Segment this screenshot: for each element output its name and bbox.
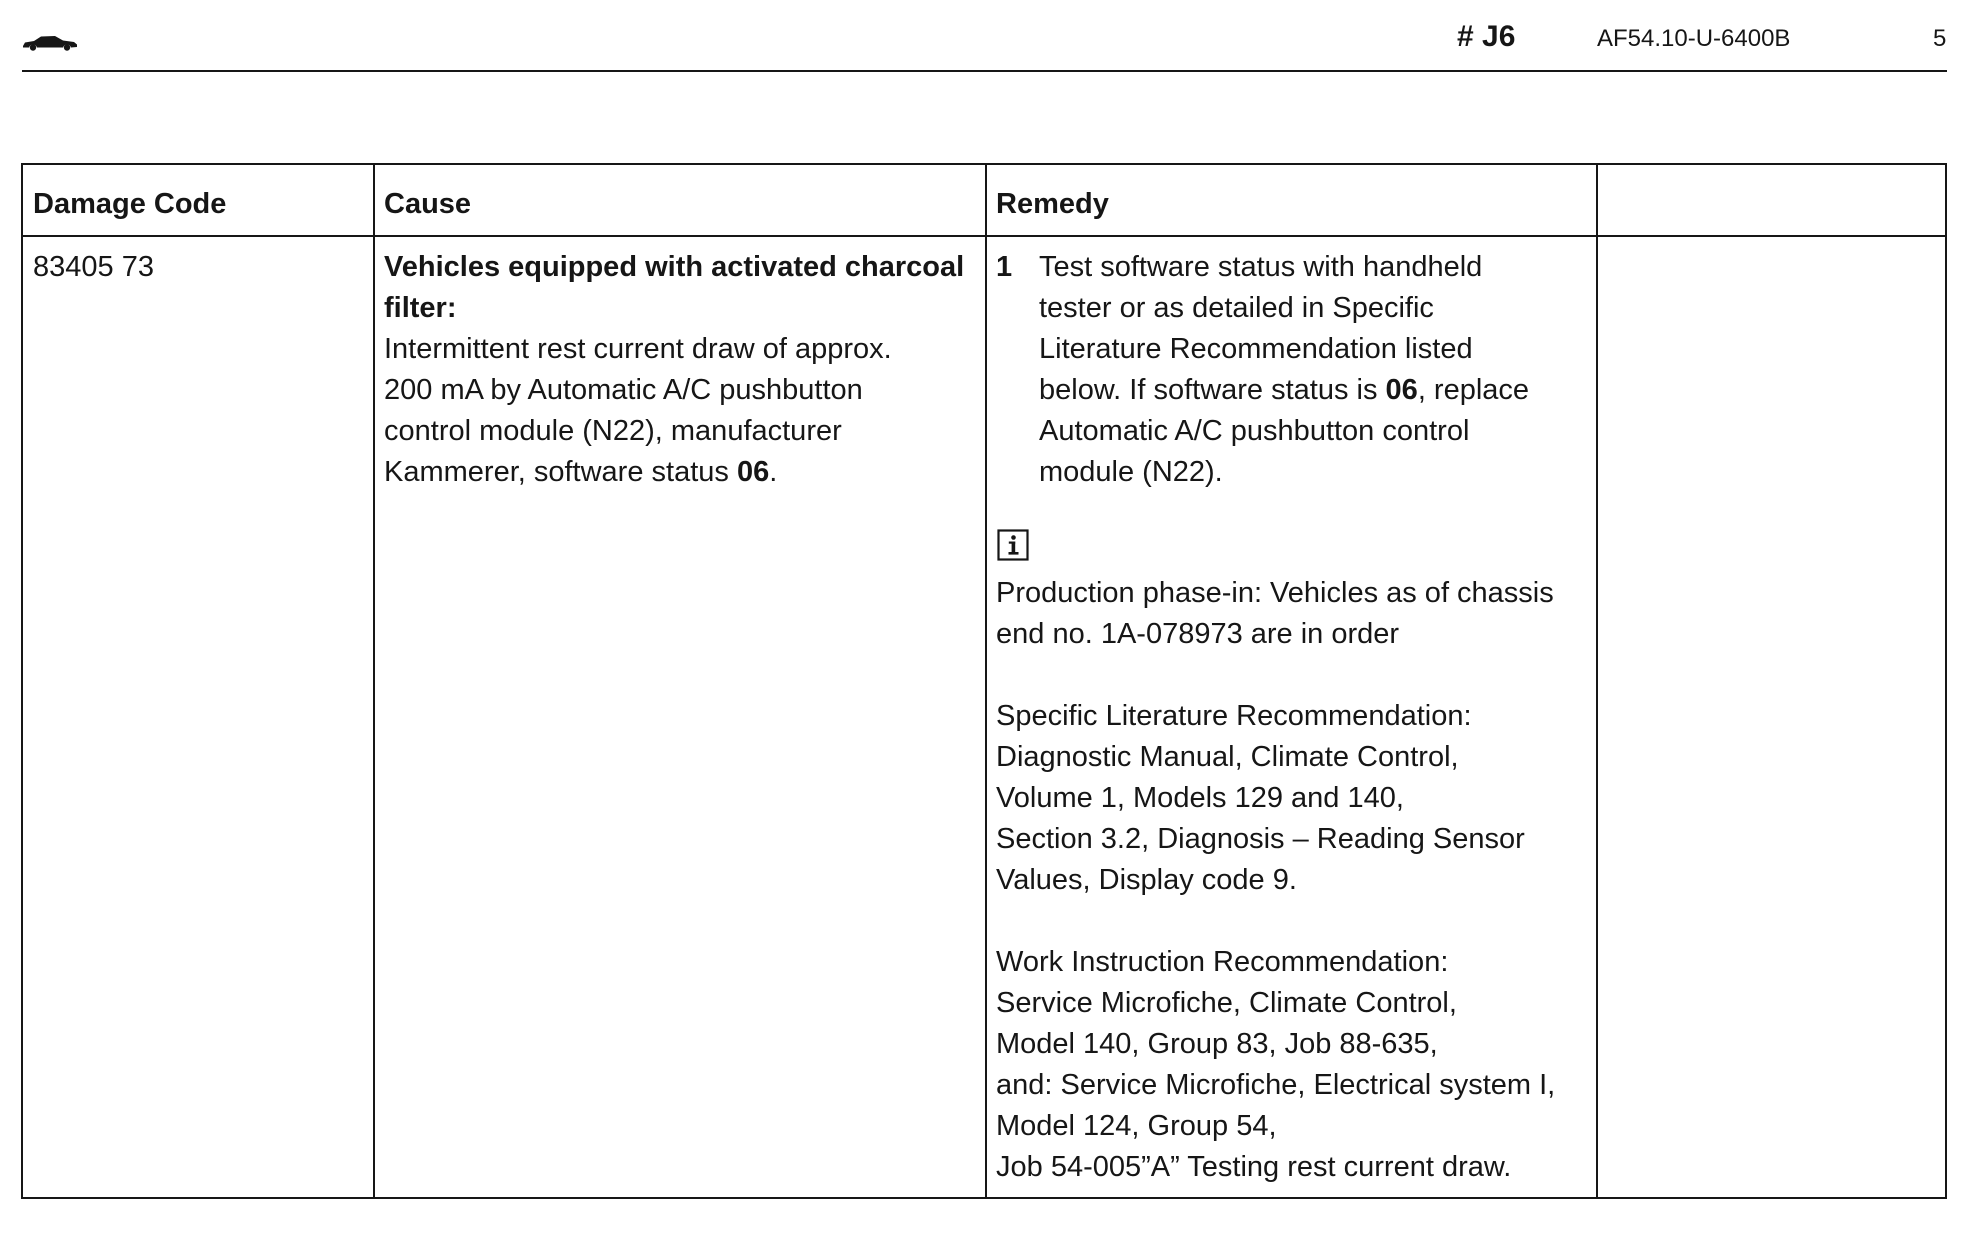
- cause-text-segment: Kammerer, software status: [384, 456, 737, 488]
- info-text-line: end no. 1A-078973 are in order: [996, 618, 1400, 650]
- column-header-empty: [1598, 165, 1945, 237]
- damage-code-cell: [23, 237, 375, 1197]
- step-text-line: module (N22).: [1039, 456, 1223, 488]
- car-logo-icon: [22, 33, 78, 51]
- document-number: # J6: [1457, 20, 1516, 53]
- literature-line: Diagnostic Manual, Climate Control,: [996, 741, 1459, 773]
- cause-heading-line: Vehicles equipped with activated charcoal: [384, 251, 965, 283]
- step-text-line: Test software status with handheld: [1039, 251, 1483, 283]
- info-text-line: Production phase-in: Vehicles as of chassis: [996, 577, 1554, 609]
- literature-line: Values, Display code 9.: [996, 864, 1297, 896]
- document-code: AF54.10-U-6400B: [1597, 25, 1791, 52]
- cause-text-line: control module (N22), manufacturer: [384, 415, 842, 447]
- software-status-value: 06: [1385, 374, 1418, 406]
- damage-table: [21, 163, 1947, 1199]
- step-number: 1: [996, 251, 1013, 283]
- remedy-step: [996, 247, 1596, 493]
- cause-text-line: 200 mA by Automatic A/C pushbutton: [384, 374, 863, 406]
- literature-line: Specific Literature Recommendation:: [996, 700, 1472, 732]
- literature-line: Section 3.2, Diagnosis – Reading Sensor: [996, 823, 1525, 855]
- literature-line: Volume 1, Models 129 and 140,: [996, 782, 1404, 814]
- step-text-line: Automatic A/C pushbutton control: [1039, 415, 1470, 447]
- info-icon: [997, 529, 1029, 561]
- work-instruction-line: Work Instruction Recommendation:: [996, 946, 1449, 978]
- cause-cell: [375, 237, 987, 1197]
- work-instruction-line: and: Service Microfiche, Electrical system I,: [996, 1069, 1556, 1101]
- damage-code-value: 83405 73: [33, 251, 154, 283]
- column-header-damage-code: Damage Code: [23, 165, 375, 237]
- column-header-cause: Cause: [375, 165, 987, 237]
- step-text-segment: below. If software status is: [1039, 374, 1386, 406]
- work-instruction-line: Service Microfiche, Climate Control,: [996, 987, 1457, 1019]
- step-text-line: Literature Recommendation listed: [1039, 333, 1473, 365]
- step-text-line: tester or as detailed in Specific: [1039, 292, 1434, 324]
- step-text-segment: , replace: [1417, 374, 1530, 406]
- header-rule: [22, 70, 1947, 72]
- work-instruction-line: Job 54-005”A” Testing rest current draw.: [996, 1151, 1512, 1183]
- cause-heading-line: filter:: [384, 292, 457, 324]
- cause-text-line: Intermittent rest current draw of approx.: [384, 333, 892, 365]
- work-instruction-line: Model 124, Group 54,: [996, 1110, 1277, 1142]
- blank-line: [996, 655, 1596, 696]
- step-text-line: [1039, 370, 1529, 411]
- column-header-remedy: Remedy: [987, 165, 1598, 237]
- cause-text-segment: .: [769, 456, 778, 488]
- blank-line: [996, 901, 1596, 942]
- cause-text-line: [384, 452, 985, 493]
- page-number: 5: [1933, 25, 1947, 52]
- step-text: [1039, 247, 1529, 493]
- work-instruction-line: Model 140, Group 83, Job 88-635,: [996, 1028, 1438, 1060]
- empty-cell: [1598, 237, 1945, 1197]
- remedy-cell: [987, 237, 1598, 1197]
- software-status-value: 06: [736, 456, 770, 488]
